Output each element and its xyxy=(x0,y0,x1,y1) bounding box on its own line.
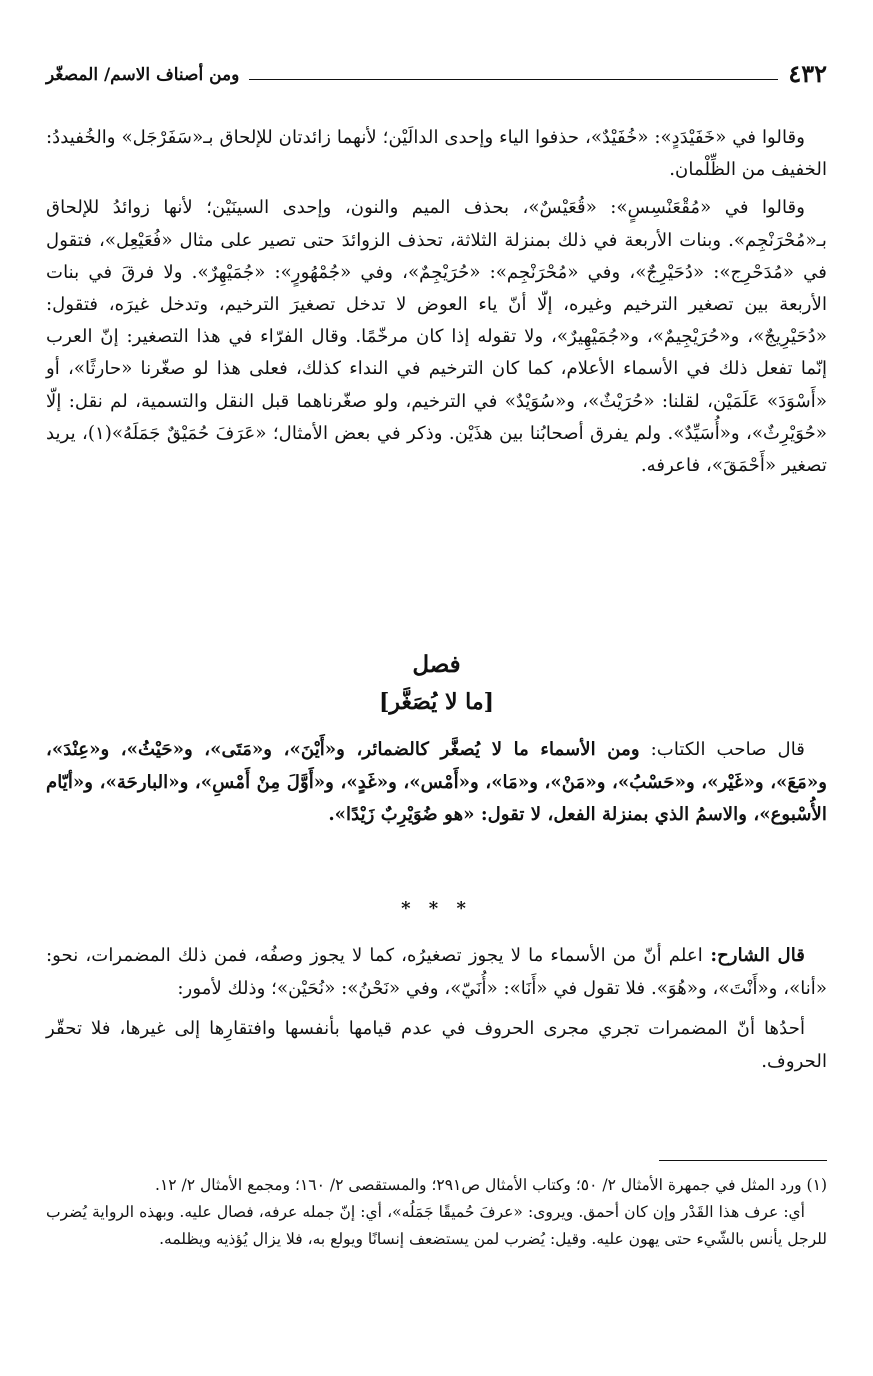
main-text xyxy=(46,122,827,488)
paragraph-2: وقالوا في «مُقْعَنْسِسٍ»: «قُعَيْسٌ»، بحذف الميم والنون، وإحدى السينَيْن؛ لأنها زوائدُ للإلحاق بـ«مُحْرَنْجِم». وبنات الأربعة في ذلك بمنزلة الثلاثة، تحذف الزوائدَ حتى تصير على مثال «فُعَيْعِل»، فتقول في «مُدَحْرِج»: «دُحَيْرِجٌ»، وفي «مُحْرَنْجِم»: «حُرَيْجِمٌ»، وفي «جُمْهُورٍ»: «جُمَيْهِرٌ». ولا فرقَ في بنات الأربعة بين تصغير الترخيم وغيره، إلّا أنّ ياء العوض لا تدخل تصغيرَ الترخيم، وتدخل غيرَه، فتقول: «دُحَيْرِيجٌ»، و«حُرَيْجِيمٌ»، و«جُمَيْهِيرٌ»، ولا تقوله إذا كان مرخّمًا. وقال الفرّاء في هذا التصغير: إنّ العرب إنّما تفعل ذلك في الأسماء الأعلام، كما كان الترخيم في النداء كذلك، فعلى هذا لو صغّرنا «حارثًا»، أو «أَسْوَدَ» عَلَمَيْن، لقلنا: «حُرَيْثٌ»، و«سُوَيْدٌ» في الترخيم، ولو صغّرناهما قبل النقل والتسمية، لم نقل: إلّا «حُوَيْرِثٌ»، و«أُسَيِّدٌ». ولم يفرق أصحابُنا بين هذَيْن. وذكر في بعض الأمثال؛ «عَرَفَ حُمَيْقٌ جَمَلَهُ»(١)، يريد تصغير «أَحْمَقَ»، فاعرفه. xyxy=(46,197,827,477)
footnote-1-continuation: أي: عرف هذا القَدْر وإن كان أحمق. ويروى: «عرفَ حُميقًا جَمَلُه»، أي: إنّ جمله عرفه، فصال عليه. وبهذه الرواية يُضرب للرجل يأنس بالشّيء حتى يهون عليه. وقيل: يُضرب لمن يستضعف إنسانًا ويولع به، فلا يزال يُؤذيه ويظلمه. xyxy=(46,1203,827,1248)
matn-intro: قال صاحب الكتاب: xyxy=(639,739,805,760)
separator-stars: * * * xyxy=(401,898,472,919)
sharh-label: قال الشارح: xyxy=(702,945,805,966)
section-subtitle: [ما لا يُصَغَّر] xyxy=(378,689,495,715)
sharh-text xyxy=(46,940,827,1086)
footnote-rule xyxy=(659,1160,827,1161)
matn-bold-text: ومن الأسماء ما لا يُصغَّر كالضمائر، و«أَيْنَ»، و«مَتَى»، و«حَيْثُ»، و«عِنْدَ»، و«مَعَ»، و«غَيْر»، و«حَسْبُ»، و«مَنْ»، و«مَا»، و«أَمْس»، و«غَدٍ»، و«أَوَّلَ مِنْ أَمْسِ»، و«البارحَة»، و«أيّام الأُسْبوع»، والاسمُ الذي بمنزلة الفعل، لا تقول: «هو ضُوَيْرِبٌ زَيْدًا». xyxy=(46,739,827,825)
running-title: ومن أصناف الاسم/ المصغّر xyxy=(46,65,240,85)
sharh-paragraph-1 xyxy=(46,940,827,1005)
paragraph-1: وقالوا في «خَفَيْدَدٍ»: «خُفَيْدٌ»، حذفوا الياء وإحدى الدالَيْن؛ لأنهما زائدتان للإلحاق بـ«سَفَرْجَل» والخُفيددُ: الخفيف من الظِّلْمان. xyxy=(46,127,827,181)
header-rule xyxy=(249,79,778,80)
page-number: ٤٣٢ xyxy=(788,59,827,88)
matn-text xyxy=(46,734,827,832)
footnote-1: (١) ورد المثل في جمهرة الأمثال ٢/ ٥٠؛ وكتاب الأمثال ص٢٩١؛ والمستقصى ٢/ ١٦٠؛ ومجمع الأمثال ٢/ ١٢. xyxy=(155,1176,827,1194)
sharh-paragraph-2: أحدُها أنّ المضمرات تجري مجرى الحروف في عدم قيامها بأنفسها وافتقارِها إلى غيرها، فلا تحقّر الحروف. xyxy=(46,1018,827,1072)
running-header xyxy=(46,56,827,86)
matn-paragraph xyxy=(46,734,827,832)
section-heading: فصل xyxy=(412,651,461,678)
footnotes xyxy=(46,1172,827,1253)
sharh-p1-text: اعلم أنّ من الأسماء ما لا يجوز تصغيرُه، كما لا يجوز وصفُه، فمن ذلك المضمرات، نحو: «أنا»، و«أَنْتَ»، و«هُوَ». فلا تقول في «أَنَا»: «أُنَيّ»، وفي «نَحْنُ»: «نُحَيْن»؛ وذلك لأمور: xyxy=(46,945,827,999)
